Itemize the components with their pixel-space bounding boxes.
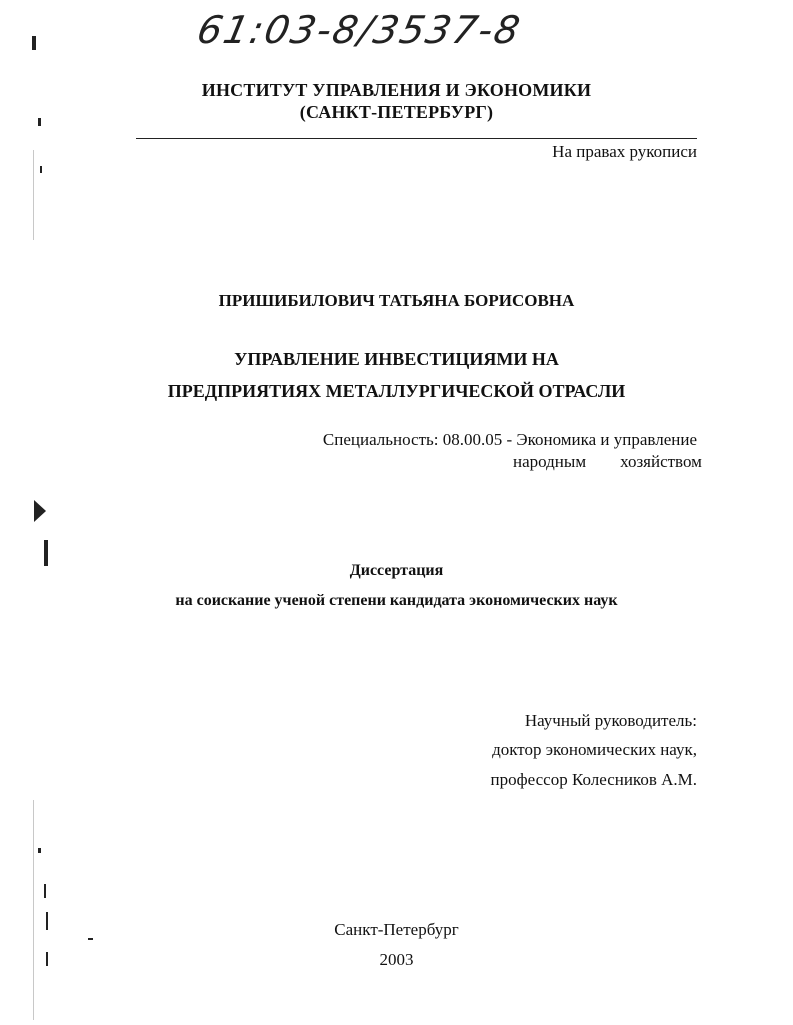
supervisor-degree: доктор экономических наук,	[492, 740, 697, 759]
institute-name: ИНСТИТУТ УПРАВЛЕНИЯ И ЭКОНОМИКИ	[201, 80, 592, 100]
header-divider	[136, 138, 697, 139]
author-name: ПРИШИБИЛОВИЧ ТАТЬЯНА БОРИСОВНА	[218, 291, 575, 310]
dissertation-label: Диссертация	[349, 562, 444, 579]
manuscript-note: На правах рукописи	[552, 142, 697, 161]
specialty-line-1: Специальность: 08.00.05 - Экономика и управление	[322, 430, 697, 449]
supervisor-label: Научный руководитель:	[524, 711, 697, 730]
specialty-line-2	[513, 452, 702, 472]
scan-mark	[32, 36, 36, 50]
supervisor-name: профессор Колесников А.М.	[490, 770, 697, 789]
specialty-word-1: народным	[513, 452, 587, 471]
scan-mark	[40, 166, 42, 173]
specialty-word-2: хозяйством	[620, 452, 702, 471]
scan-mark	[34, 500, 46, 522]
institute-city: (САНКТ-ПЕТЕРБУРГ)	[299, 102, 494, 122]
scan-mark	[44, 884, 46, 898]
scan-margin-line	[33, 150, 34, 240]
footer-year: 2003	[379, 950, 414, 969]
title-line-2: ПРЕДПРИЯТИЯХ МЕТАЛЛУРГИЧЕСКОЙ ОТРАСЛИ	[167, 381, 626, 401]
scan-mark	[38, 848, 41, 853]
dissertation-purpose: на соискание ученой степени кандидата экономических наук	[175, 592, 618, 609]
title-line-1: УПРАВЛЕНИЕ ИНВЕСТИЦИЯМИ НА	[234, 349, 559, 369]
handwritten-catalog-number: 61:03-8/3537-8	[193, 8, 526, 52]
scan-margin-line	[33, 800, 34, 1020]
footer-city: Санкт-Петербург	[334, 920, 459, 939]
